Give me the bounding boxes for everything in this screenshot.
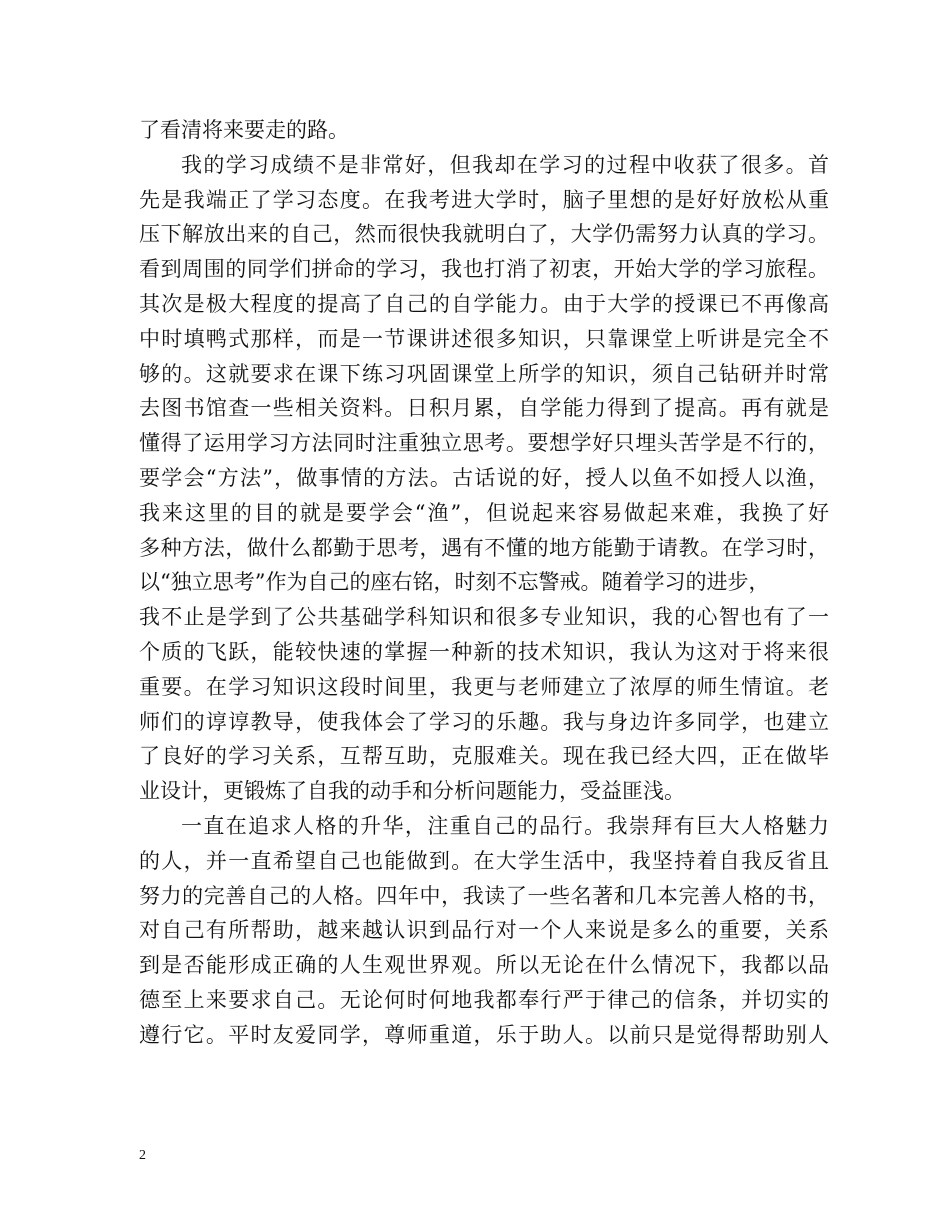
text-line: 我不止是学到了公共基础学科知识和很多专业知识，我的心智也有了一 bbox=[139, 605, 829, 630]
text-line: 的人，并一直希望自己也能做到。在大学生活中，我坚持着自我反省且 bbox=[139, 848, 829, 873]
text-line: 要学会“方法”，做事情的方法。古话说的好，授人以鱼不如授人以渔， bbox=[139, 465, 829, 490]
text-line: 师们的谆谆教导，使我体会了学习的乐趣。我与身边许多同学，也建立 bbox=[139, 709, 829, 734]
text-line: 到是否能形成正确的人生观世界观。所以无论在什么情况下，我都以品 bbox=[139, 953, 829, 978]
page-number: 2 bbox=[139, 1148, 146, 1163]
text-line: 多种方法，做什么都勤于思考，遇有不懂的地方能勤于请教。在学习时， bbox=[139, 535, 829, 560]
text-line: 中时填鸭式那样，而是一节课讲述很多知识，只靠课堂上听讲是完全不 bbox=[139, 326, 829, 351]
text-line: 够的。这就要求在课下练习巩固课堂上所学的知识，须自己钻研并时常 bbox=[139, 361, 829, 386]
text-line: 个质的飞跃，能较快速的掌握一种新的技术知识，我认为这对于将来很 bbox=[139, 639, 829, 664]
text-line: 了看清将来要走的路。 bbox=[139, 118, 349, 142]
text-line: 努力的完善自己的人格。四年中，我读了一些名著和几本完善人格的书， bbox=[139, 883, 829, 908]
text-line: 了良好的学习关系，互帮互助，克服难关。现在我已经大四，正在做毕 bbox=[139, 744, 829, 769]
text-line: 业设计，更锻炼了自我的动手和分析问题能力，受益匪浅。 bbox=[139, 779, 685, 804]
text-line: 我来这里的目的就是要学会“渔”，但说起来容易做起来难，我换了好 bbox=[139, 500, 829, 525]
text-line: 以“独立思考”作为自己的座右铭，时刻不忘警戒。随着学习的进步， bbox=[139, 570, 770, 595]
text-line: 去图书馆查一些相关资料。日积月累，自学能力得到了提高。再有就是 bbox=[139, 396, 829, 421]
text-line: 看到周围的同学们拼命的学习，我也打消了初衷，开始大学的学习旅程。 bbox=[139, 257, 829, 282]
text-line: 先是我端正了学习态度。在我考进大学时，脑子里想的是好好放松从重 bbox=[139, 187, 829, 212]
text-line: 懂得了运用学习方法同时注重独立思考。要想学好只埋头苦学是不行的， bbox=[139, 431, 829, 456]
text-line: 其次是极大程度的提高了自己的自学能力。由于大学的授课已不再像高 bbox=[139, 291, 829, 316]
body-text bbox=[139, 113, 829, 1053]
text-line: 重要。在学习知识这段时间里，我更与老师建立了浓厚的师生情谊。老 bbox=[139, 674, 829, 699]
text-line: 压下解放出来的自己，然而很快我就明白了，大学仍需努力认真的学习。 bbox=[139, 222, 829, 247]
text-line: 我的学习成绩不是非常好，但我却在学习的过程中收获了很多。首 bbox=[181, 152, 829, 177]
text-line: 一直在追求人格的升华，注重自己的品行。我崇拜有巨大人格魅力 bbox=[181, 813, 829, 838]
text-line: 对自己有所帮助，越来越认识到品行对一个人来说是多么的重要，关系 bbox=[139, 918, 829, 943]
text-line: 遵行它。平时友爱同学，尊师重道，乐于助人。以前只是觉得帮助别人 bbox=[139, 1022, 829, 1047]
text-line: 德至上来要求自己。无论何时何地我都奉行严于律己的信条，并切实的 bbox=[139, 987, 829, 1012]
